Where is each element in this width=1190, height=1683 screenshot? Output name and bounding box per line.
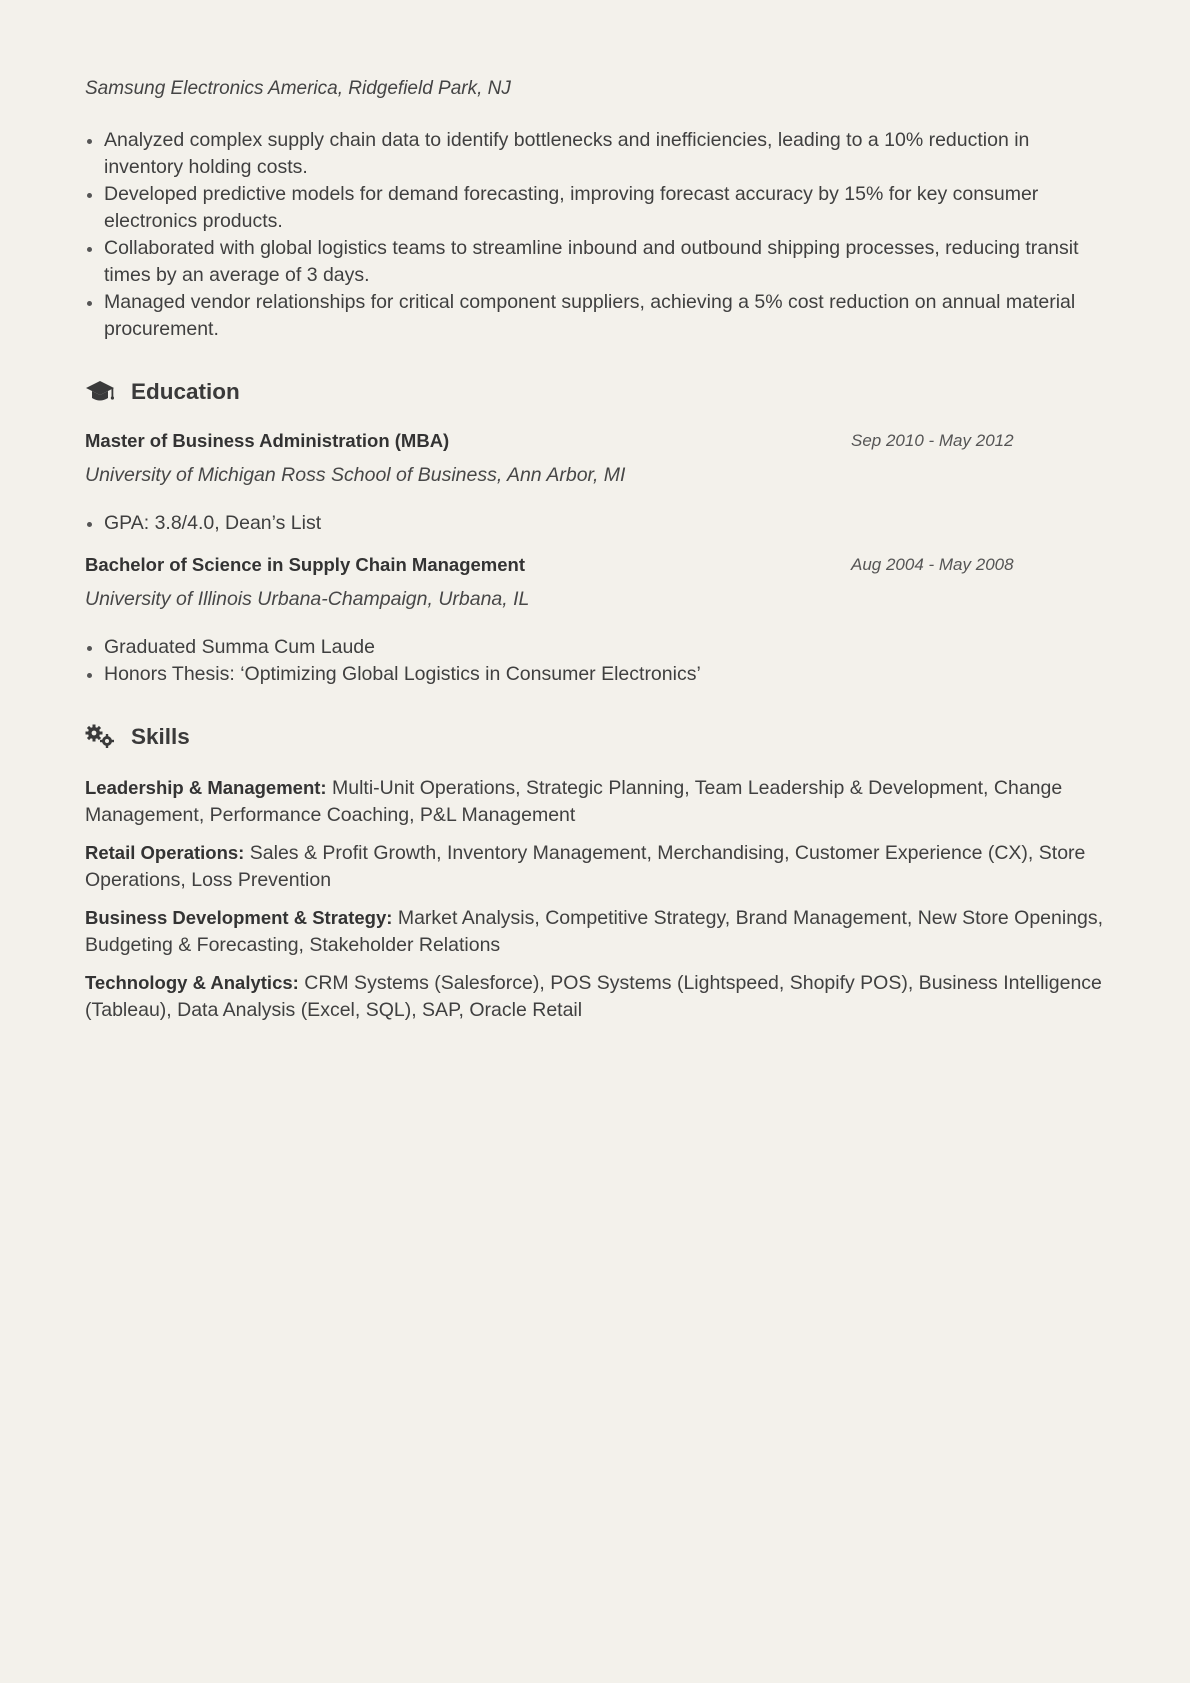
education-dates: Sep 2010 - May 2012 — [851, 431, 1014, 450]
skill-group-label: Business Development & Strategy: — [85, 907, 393, 928]
list-item: Analyzed complex supply chain data to identify bottlenecks and inefficiencies, leading to a 10% reduction in inventory holding costs. — [85, 127, 1110, 181]
skill-group-text: CRM Systems (Salesforce), POS Systems (Lightspeed, Shopify POS), Business Intelligence (Tableau), Data Analysis (Excel, SQL), SAP, Oracle Retail — [85, 972, 1102, 1021]
gears-icon — [85, 724, 115, 750]
list-item: Honors Thesis: ‘Optimizing Global Logistics in Consumer Electronics’ — [85, 661, 1110, 688]
graduation-cap-icon — [85, 379, 115, 405]
section-title: Education — [131, 379, 240, 404]
education-dates: Aug 2004 - May 2008 — [851, 555, 1014, 574]
skill-group-label: Technology & Analytics: — [85, 972, 299, 993]
skill-group-label: Retail Operations: — [85, 842, 245, 863]
list-item: Managed vendor relationships for critical component suppliers, achieving a 5% cost reduction on annual material procurement. — [85, 289, 1110, 343]
school-name: University of Illinois Urbana-Champaign, Urbana, IL — [85, 588, 530, 610]
skill-group — [85, 904, 1110, 959]
skill-group-text: Multi-Unit Operations, Strategic Planning, Team Leadership & Development, Change Management, Performance Coaching, P&L Management — [85, 777, 1063, 826]
skill-group-text: Market Analysis, Competitive Strategy, Brand Management, New Store Openings, Budgeting & Forecasting, Stakeholder Relations — [85, 907, 1104, 956]
education-bullet-list — [85, 510, 1110, 537]
list-item: Developed predictive models for demand forecasting, improving forecast accuracy by 15% for key consumer electronics products. — [85, 181, 1110, 235]
education-section-header — [85, 377, 240, 407]
section-title: Skills — [131, 724, 190, 749]
skill-group — [85, 774, 1110, 829]
skill-group-text: Sales & Profit Growth, Inventory Management, Merchandising, Customer Experience (CX), Store Operations, Loss Prevention — [85, 842, 1086, 891]
degree-title: Bachelor of Science in Supply Chain Management — [85, 554, 525, 575]
list-item: Graduated Summa Cum Laude — [85, 634, 1110, 661]
education-bullet-list — [85, 634, 1110, 688]
school-name: University of Michigan Ross School of Business, Ann Arbor, MI — [85, 464, 626, 486]
skill-group — [85, 839, 1110, 894]
skill-group — [85, 969, 1110, 1024]
experience-bullet-list — [85, 127, 1110, 343]
list-item: GPA: 3.8/4.0, Dean’s List — [85, 510, 1110, 537]
skill-group-label: Leadership & Management: — [85, 777, 327, 798]
list-item: Collaborated with global logistics teams to streamline inbound and outbound shipping processes, reducing transit times by an average of 3 days. — [85, 235, 1110, 289]
company-location: Samsung Electronics America, Ridgefield Park, NJ — [85, 78, 511, 99]
skills-section-header — [85, 722, 190, 752]
degree-title: Master of Business Administration (MBA) — [85, 430, 450, 451]
